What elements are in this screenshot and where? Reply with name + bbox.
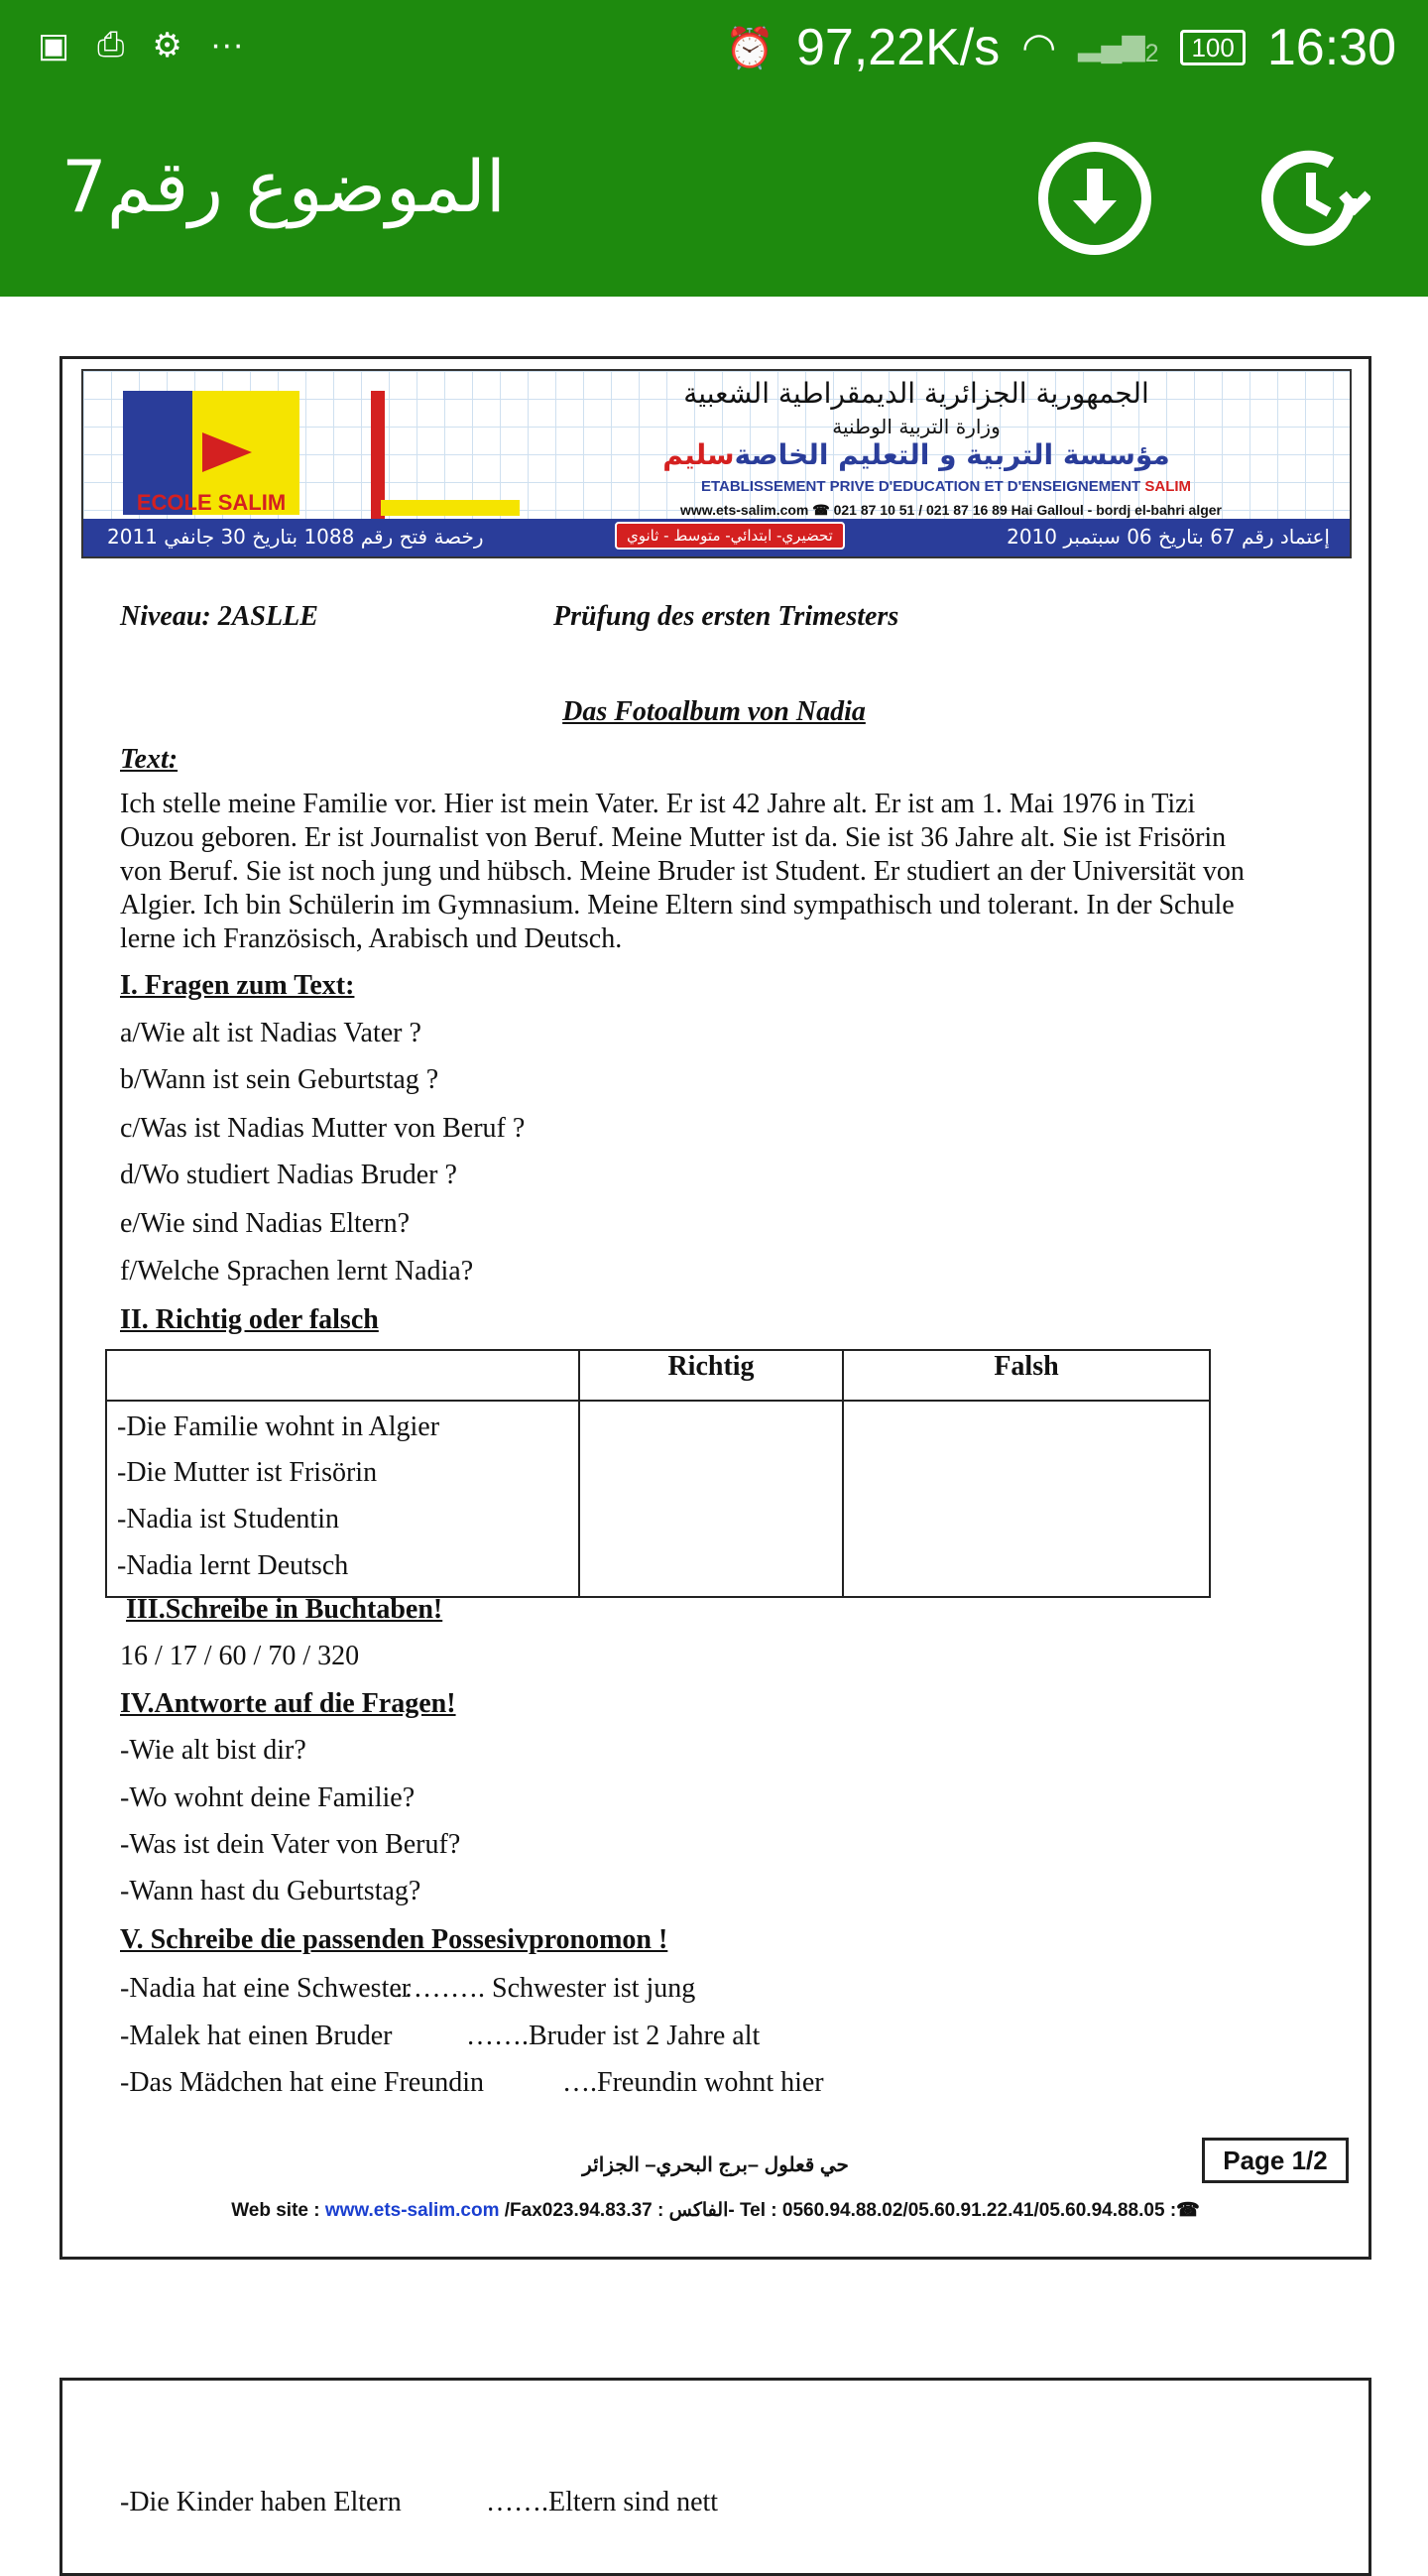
exercise-blank: ………. Schwester ist jung [395, 1973, 696, 2004]
paragraph-line: lerne ich Französisch, Arabisch und Deutsch. [120, 923, 623, 954]
exam-title: Prüfung des ersten Trimesters [553, 601, 899, 632]
banner-bar [83, 519, 1350, 556]
table-header: Richtig [579, 1350, 843, 1401]
banner-ar-1: الجمهورية الجزائرية الديمقراطية الشعبية [683, 377, 1149, 410]
levels-badge: تحضيري- ابتدائي- متوسط - ثانوي [615, 522, 845, 550]
net-speed: 97,22K/s [795, 19, 1001, 76]
text-label: Text: [120, 744, 178, 775]
banner-ar-3: مؤسسة التربية و التعليم الخاصة [734, 438, 1170, 471]
true-false-table [105, 1349, 1211, 1598]
exercise-blank: ….Freundin wohnt hier [562, 2067, 824, 2098]
banner-fr-red: SALIM [1144, 478, 1192, 495]
question: -Was ist dein Vater von Beruf? [120, 1829, 461, 1860]
exercise-line: -Die Kinder haben Eltern [120, 2487, 402, 2517]
question: -Wo wohnt deine Familie? [120, 1782, 416, 1813]
table-header [106, 1350, 579, 1401]
banner-ar-2: وزارة التربية الوطنية [832, 415, 1001, 438]
paragraph-line: Algier. Ich bin Schülerin im Gymnasium. Meine Eltern sind sympathisch und tolerant. In der Schule [120, 890, 1235, 920]
level-label: Niveau: 2ASLLE [120, 601, 318, 632]
page-number: Page 1/2 [1202, 2138, 1349, 2183]
banner-ar-3-red: سليم [662, 438, 735, 471]
text-title: Das Fotoalbum von Nadia [562, 696, 866, 727]
alarm-icon: ⏰ [725, 26, 774, 70]
app-bar [0, 97, 1428, 297]
section-heading: II. Richtig oder falsch [120, 1304, 379, 1335]
exercise-blank: …….Bruder ist 2 Jahre alt [466, 2021, 761, 2051]
numbers-list: 16 / 17 / 60 / 70 / 320 [120, 1641, 360, 1671]
exercise-line: -Malek hat einen Bruder [120, 2021, 393, 2051]
section-heading: III.Schreibe in Buchtaben! [126, 1594, 443, 1625]
footer-website-link[interactable]: www.ets-salim.com [324, 2200, 500, 2221]
table-row: -Die Familie wohnt in Algier [106, 1401, 1210, 1457]
paragraph-line: Ouzou geboren. Er ist Journalist von Beruf. Meine Mutter ist da. Sie ist 36 Jahre alt. Sie ist Frisörin [120, 822, 1227, 853]
paragraph-line: von Beruf. Sie ist noch jung und hübsch. Meine Bruder ist Student. Er studiert an der Universität von [120, 856, 1245, 887]
footer-web-label: Web site : [231, 2200, 325, 2221]
table-row: -Nadia ist Studentin [106, 1504, 1210, 1550]
section-heading: V. Schreibe die passenden Possesivpronomon ! [120, 1924, 668, 1955]
exercise-blank: …….Eltern sind nett [486, 2487, 719, 2517]
section-heading: IV.Antworte auf die Fragen! [120, 1688, 456, 1719]
question: f/Welche Sprachen lernt Nadia? [120, 1256, 474, 1287]
more-icon: ··· [209, 26, 244, 63]
question: c/Was ist Nadias Mutter von Beruf ? [120, 1113, 526, 1144]
question: a/Wie alt ist Nadias Vater ? [120, 1018, 421, 1048]
pencils-graphic [371, 391, 520, 520]
question: e/Wie sind Nadias Eltern? [120, 1208, 410, 1239]
table-row: -Die Mutter ist Frisörin [106, 1457, 1210, 1504]
usb-icon: ⎙ [97, 26, 125, 63]
signal-icon: $▂▄▆_2$ [1078, 28, 1159, 67]
wifi-icon: ◠ [1021, 26, 1057, 69]
question: b/Wann ist sein Geburtstag ? [120, 1064, 439, 1095]
question: -Wann hast du Geburtstag? [120, 1876, 421, 1906]
document-page-2 [60, 2378, 1371, 2576]
school-banner [81, 369, 1352, 558]
banner-contact: www.ets-salim.com ☎ 021 87 10 51 / 021 87 16 89 Hai Galloul - bordj el-bahri alger [679, 502, 1223, 518]
settings-icon: ⚙ [152, 27, 182, 64]
footer-address: حي قعلول –برج البحري– الجزائر [582, 2154, 849, 2176]
rotate-icon[interactable] [1251, 139, 1370, 258]
section-heading: I. Fragen zum Text: [120, 970, 355, 1001]
download-icon[interactable] [1035, 139, 1154, 258]
image-icon: ▣ [38, 27, 70, 64]
exercise-line: -Nadia hat eine Schwester [120, 1973, 412, 2004]
paragraph-line: Ich stelle meine Familie vor. Hier ist mein Vater. Er ist 42 Jahre alt. Er ist am 1. Mai 1976 in Tizi [120, 789, 1196, 819]
question: -Wie alt bist dir? [120, 1735, 306, 1766]
question: d/Wo studiert Nadias Bruder ? [120, 1160, 457, 1190]
exercise-line: -Das Mädchen hat eine Freundin [120, 2067, 484, 2098]
status-bar [0, 0, 1428, 97]
approval-text: إعتماد رقم 67 بتاريخ 06 سبتمبر 2010 [1007, 525, 1330, 549]
clock: 16:30 [1266, 19, 1396, 76]
banner-fr: ETABLISSEMENT PRIVE D'EDUCATION ET D'ENSEIGNEMENT [700, 478, 1141, 495]
battery-icon: 100 [1180, 30, 1245, 65]
footer-contact: /Fax023.94.83.37 : الفاكس- Tel : 0560.94.88.02/05.60.91.22.41/05.60.94.88.05 :☎ [499, 2200, 1200, 2221]
page-title: الموضوع رقم7 [61, 145, 506, 228]
logo-text: ECOLE SALIM [136, 490, 287, 515]
table-row: -Nadia lernt Deutsch [106, 1550, 1210, 1597]
license-text: رخصة فتح رقم 1088 بتاريخ 30 جانفي 2011 [107, 525, 484, 549]
table-header: Falsh [843, 1350, 1210, 1401]
